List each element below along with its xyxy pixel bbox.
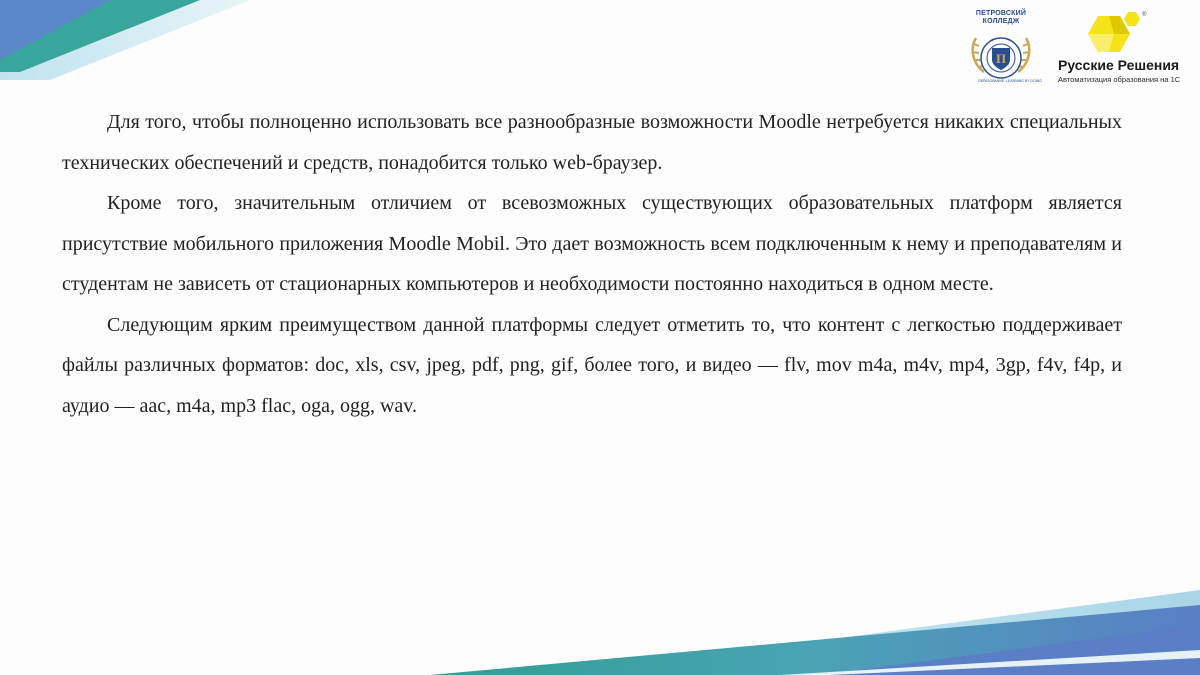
svg-text:П: П xyxy=(995,51,1007,66)
slide-body-text xyxy=(62,102,1122,426)
college-name-line2: КОЛЛЕДЖ xyxy=(982,18,1020,25)
college-emblem-icon xyxy=(966,8,1042,88)
college-logo xyxy=(966,8,1042,88)
paragraph-moodle-requirements: Для того, чтобы полноценно использовать все разнообразные возможности Moodle нетребуется никаких специальных технических обеспечений и средств, понадобится только web-браузер. xyxy=(62,111,1122,174)
russkie-resheniya-logo xyxy=(1058,8,1188,88)
svg-text:®: ® xyxy=(1142,12,1147,18)
russkie-resheniya-emblem-icon xyxy=(1058,8,1188,58)
paragraph-file-formats: Следующим ярким преимуществом данной платформы следует отметить то, что контент с легкостью поддерживает файлы различных форматов: doc, xls, csv, jpeg, pdf, png, gif, более того, и видео — flv, mov m4a, m4v, mp4, 3gp, f4v, f4p, и аудио — aac, m4a, mp3 flac, oga, ogg, wav. xyxy=(62,313,1122,417)
logos-area xyxy=(966,8,1188,88)
svg-text:ОБРАЗОВАНИЕ: ОБРАЗОВАНИЕ xyxy=(978,79,1005,83)
college-name-line1: ПЕТРОВСКИЙ xyxy=(975,10,1027,17)
paragraph-moodle-mobile: Кроме того, значительным отличием от всевозможных существующих образовательных платформ является присутствие мобильного приложения Moodle Mobil. Это дает возможность всем подключенным к нему и преподавателям и студентам не зависеть от стационарных компьютеров и необходимости постоянно находиться в одном месте. xyxy=(62,192,1122,295)
russkie-resheniya-name: Русские Решения xyxy=(1058,57,1180,73)
russkie-resheniya-tagline: Автоматизация образования на 1С xyxy=(1058,75,1181,84)
svg-text:LEARNING BY DOING: LEARNING BY DOING xyxy=(1006,79,1042,83)
